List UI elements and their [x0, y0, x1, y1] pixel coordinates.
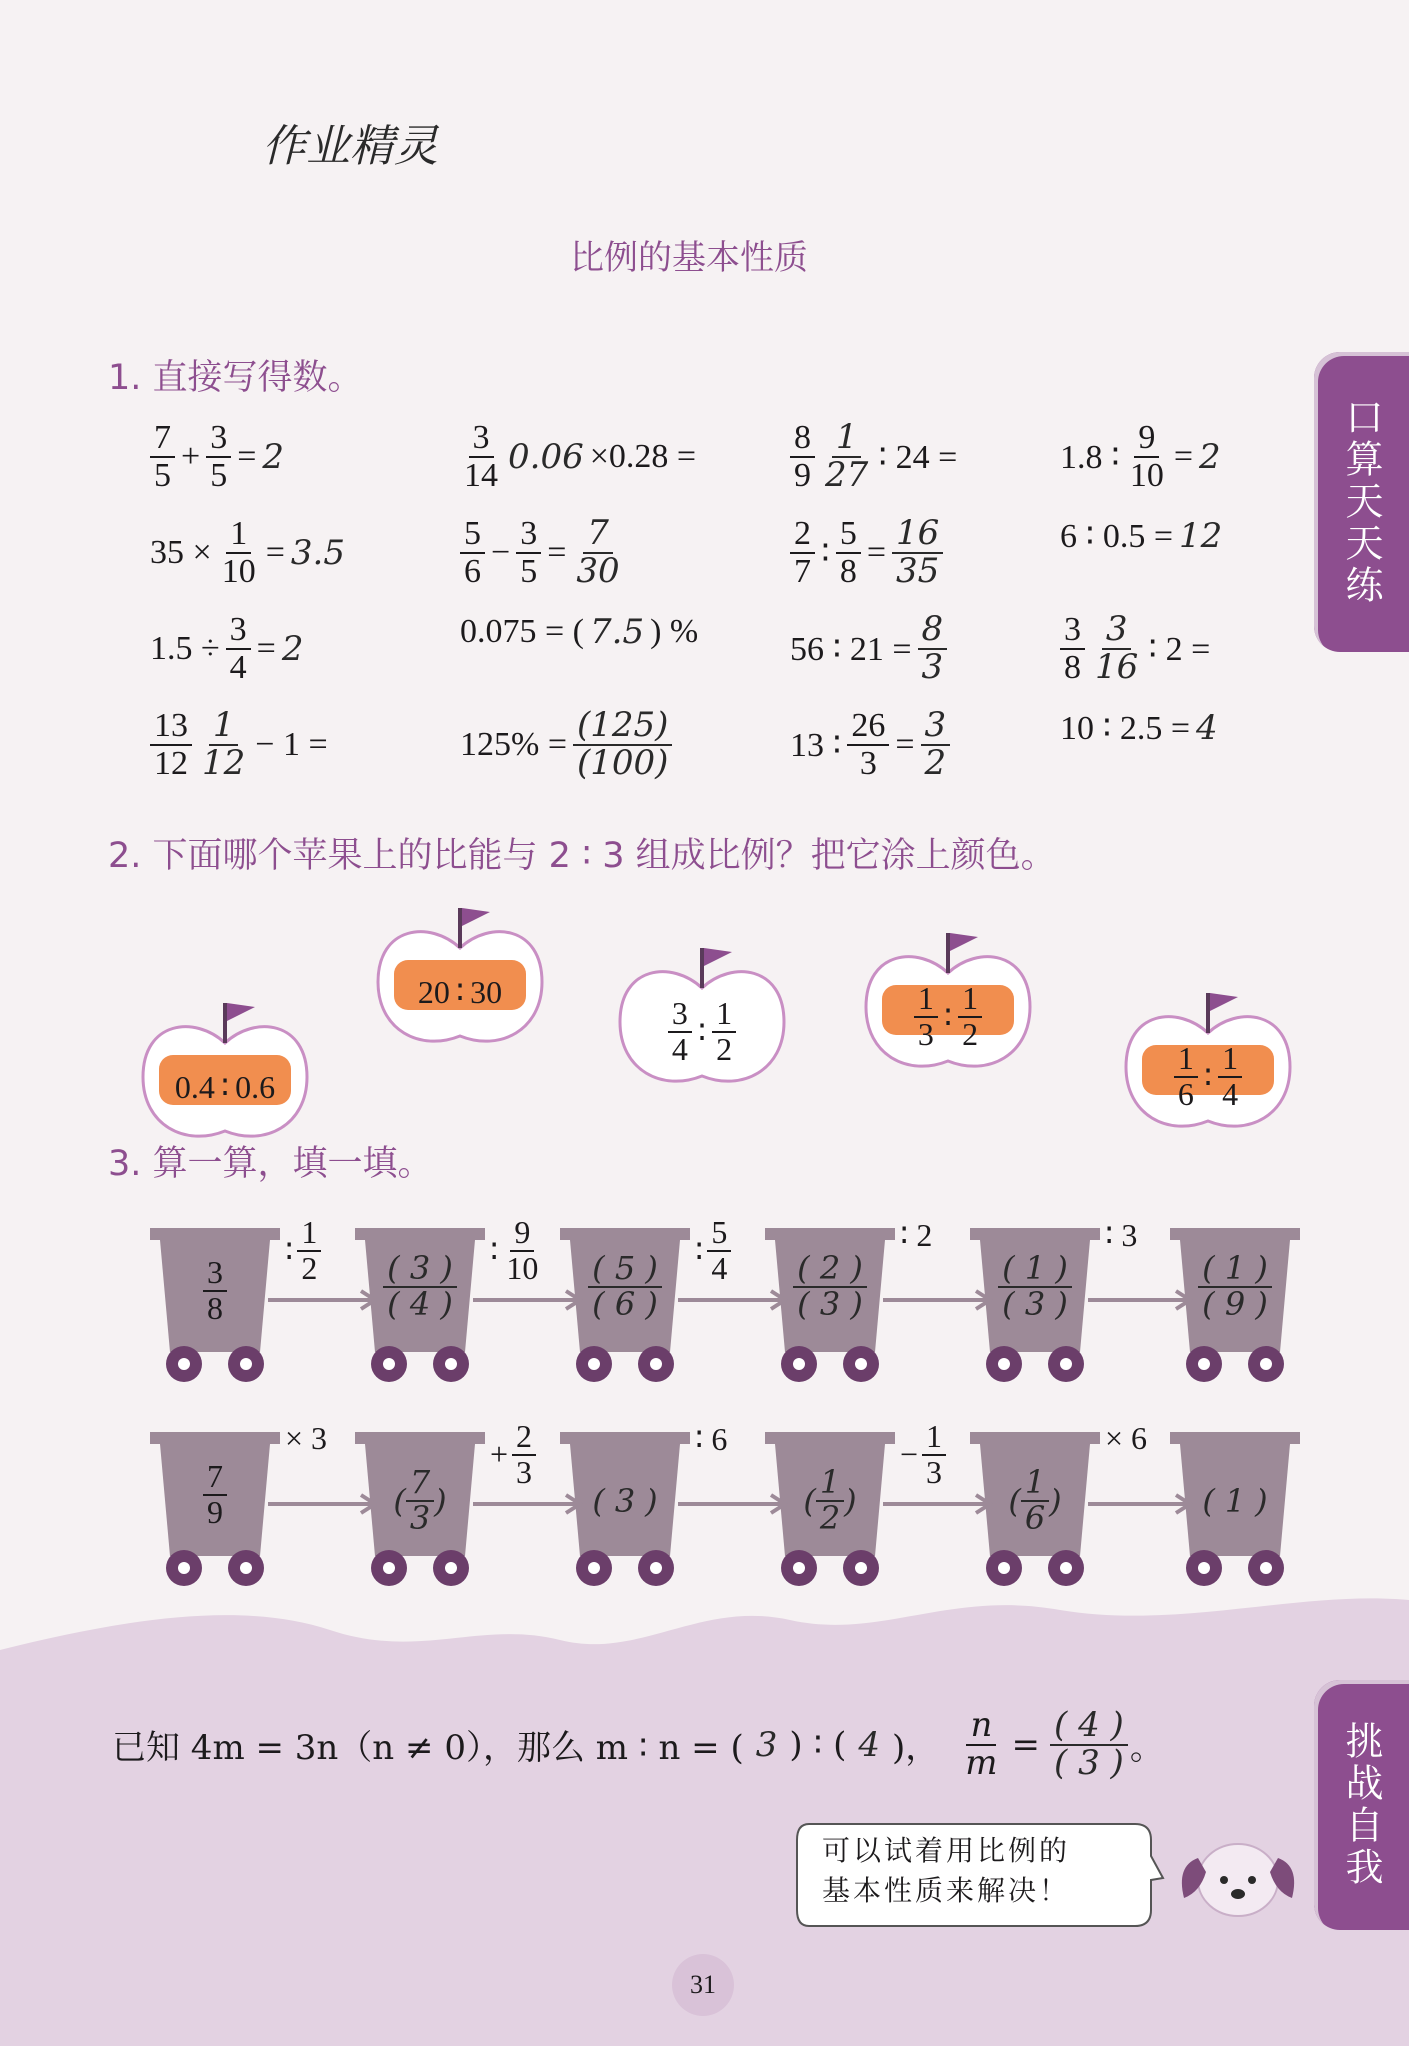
- problem-fraction-1: $\frac{7}{5}$: [150, 420, 175, 493]
- answer-fraction: $\frac{( 1 )}{( 3 )}$: [998, 1252, 1072, 1321]
- problem-13: [150, 705, 328, 783]
- section-3-heading: 3. 算一算，填一填。: [108, 1144, 433, 1184]
- challenge-text-mid: ) ∶ (: [789, 1724, 847, 1765]
- train2-op-4: [900, 1420, 946, 1489]
- op-fraction: $\frac{2}{3}$: [512, 1420, 536, 1489]
- problem-6: [460, 513, 624, 591]
- challenge-answer-1: 3: [755, 1724, 778, 1765]
- problem-lead: 10 ∶ 2.5 =: [1060, 710, 1191, 747]
- problem-11: [790, 609, 947, 687]
- problem-2: [460, 420, 696, 493]
- train1-answer-1: [360, 1249, 480, 1323]
- problem-operator: −: [491, 533, 511, 571]
- problem-lead: 125% =: [460, 725, 567, 763]
- apple-ratio-3: [612, 992, 792, 1072]
- train2-op-3: [695, 1420, 727, 1458]
- train2-answer-1: ( $\frac{7}{3}$ ): [393, 1463, 447, 1537]
- answer-fraction: $\frac{1}{6}$: [1021, 1466, 1049, 1535]
- problem-tail: ×0.28 =: [589, 437, 697, 475]
- problem-fraction-1: $\frac{26}{3}$: [847, 708, 889, 781]
- problem-lead: 1.8 ∶: [1060, 438, 1120, 476]
- problem-15: [790, 705, 950, 783]
- problem-equals: =: [895, 725, 915, 763]
- challenge-text-a: 已知 4m = 3n（n ≠ 0），那么 m ∶ n = (: [112, 1728, 744, 1769]
- op-prefix: +: [490, 1436, 509, 1473]
- problem-answer: $\frac{7}{30}$: [576, 513, 620, 591]
- problem-lead: 56 ∶ 21 =: [790, 630, 912, 668]
- ratio-left: $\frac{1}{3}$: [914, 982, 938, 1051]
- op-prefix: −: [900, 1436, 919, 1473]
- train2-op-5: [1105, 1420, 1147, 1457]
- problem-equals: =: [866, 533, 887, 571]
- problem-fraction-2: $\frac{5}{8}$: [836, 516, 861, 589]
- op-fraction: $\frac{1}{3}$: [922, 1420, 946, 1489]
- train1-answer-2: [565, 1249, 685, 1323]
- tab-daily-mental-math: 口算天天练: [1314, 352, 1409, 652]
- op-prefix: ∶: [490, 1232, 499, 1269]
- problem-tail: ∶ 24 =: [878, 438, 958, 476]
- speech-bubble-line-2: 基本性质来解决！: [822, 1876, 1071, 1907]
- ratio-sep: ∶: [943, 999, 953, 1035]
- problem-tail: − 1 =: [255, 725, 328, 763]
- challenge-eq: =: [1011, 1724, 1041, 1765]
- op-fraction: $\frac{9}{10}$: [506, 1214, 539, 1286]
- op-fraction: $\frac{1}{2}$: [297, 1216, 321, 1285]
- train2-op-1: [285, 1420, 327, 1457]
- problem-fraction-1: $\frac{2}{7}$: [790, 516, 815, 589]
- op-prefix: ∶ 3: [1105, 1217, 1138, 1253]
- problem-fraction-1: $\frac{5}{6}$: [460, 516, 485, 589]
- problem-fraction-1: $\frac{3}{8}$: [1060, 612, 1085, 685]
- ratio-sep: ∶: [1203, 1059, 1213, 1095]
- op-prefix: ∶: [695, 1232, 704, 1269]
- problem-lead: 6 ∶ 0.5 =: [1060, 518, 1174, 555]
- ratio-left: 20: [417, 973, 450, 1010]
- challenge-fraction: $\frac{n}{m}$: [965, 1705, 998, 1783]
- problem-fraction-1: $\frac{9}{10}$: [1129, 419, 1164, 494]
- section-2-heading: 2. 下面哪个苹果上的比能与 2 ∶ 3 组成比例？把它涂上颜色。: [108, 836, 1056, 876]
- speech-bubble-line-1: 可以试着用比例的: [822, 1836, 1071, 1867]
- train2-answer-3: ( $\frac{1}{2}$ ): [803, 1463, 857, 1537]
- problem-equals: =: [1173, 437, 1194, 475]
- problem-answer: $\frac{1}{27}$: [825, 417, 869, 495]
- problem-1: [150, 420, 284, 493]
- answer-fraction: $\frac{( 5 )}{( 6 )}$: [588, 1252, 662, 1321]
- answer-fraction: $\frac{7}{3}$: [406, 1466, 434, 1535]
- problem-lead: 1.5 ÷: [150, 629, 220, 667]
- problem-answer: 7.5: [590, 612, 645, 652]
- answer-value: 3: [614, 1482, 636, 1520]
- ratio-right: 30: [470, 973, 503, 1010]
- problem-answer: 3.5: [290, 532, 345, 573]
- train1-answer-3: [770, 1249, 890, 1323]
- challenge-statement: [112, 1705, 1164, 1783]
- challenge-end: 。: [1129, 1728, 1164, 1769]
- challenge-answer-2: 4: [858, 1724, 881, 1765]
- problem-9: [150, 612, 304, 685]
- problem-fraction-1: $\frac{13}{12}$: [150, 708, 192, 781]
- apple-ratio-1: [135, 1047, 315, 1127]
- page-number: 31: [690, 1970, 716, 1999]
- ratio-left: $\frac{3}{4}$: [668, 997, 692, 1066]
- problem-answer: 2: [281, 628, 304, 669]
- challenge-text-b: )，: [892, 1728, 940, 1769]
- problem-equals: =: [547, 533, 567, 571]
- op-prefix: × 6: [1105, 1420, 1148, 1456]
- problem-4: [1060, 420, 1221, 493]
- start-fraction: $\frac{3}{8}$: [203, 1256, 227, 1325]
- page-number-badge: [672, 1954, 734, 2016]
- problem-14: [460, 705, 672, 783]
- problem-answer: 2: [1199, 436, 1221, 477]
- problem-answer: $\frac{3}{2}$: [921, 708, 951, 781]
- handwritten-note: 作业精灵: [262, 121, 438, 172]
- train2-op-2: [490, 1420, 536, 1489]
- puppy-illustration: [1170, 1836, 1305, 1931]
- train2-start: [165, 1460, 265, 1529]
- problem-answer: $\frac{3}{16}$: [1095, 609, 1139, 687]
- ratio-left: $\frac{1}{6}$: [1174, 1042, 1198, 1111]
- problem-answer: 2: [262, 436, 285, 477]
- problem-3: [790, 417, 958, 495]
- problem-lead: 0.075 = (: [460, 613, 584, 650]
- train1-answer-4: [975, 1249, 1095, 1323]
- ratio-sep: ∶: [697, 1014, 707, 1050]
- problem-fraction-2: $\frac{3}{5}$: [206, 420, 231, 493]
- problem-tail: ) %: [650, 613, 699, 650]
- answer-fraction: $\frac{( 1 )}{( 9 )}$: [1198, 1252, 1272, 1321]
- train1-op-5: [1105, 1216, 1137, 1254]
- problem-equals: =: [237, 437, 257, 475]
- train2-answer-5: ( 1 ): [1202, 1482, 1268, 1520]
- problem-operator: ∶: [821, 534, 830, 572]
- problem-answer: $\frac{(125)}{(100)}$: [573, 708, 672, 781]
- problem-answer: 4: [1196, 708, 1218, 748]
- section-1-heading: 1. 直接写得数。: [108, 358, 363, 398]
- apple-ratio-2: [370, 952, 550, 1032]
- ratio-sep: ∶: [220, 1069, 230, 1105]
- ratio-sep: ∶: [455, 974, 465, 1010]
- problem-fraction-1: $\frac{8}{9}$: [790, 420, 815, 493]
- answer-fraction: $\frac{( 3 )}{( 4 )}$: [383, 1252, 457, 1321]
- problem-fraction-1: $\frac{1}{10}$: [221, 515, 256, 590]
- ratio-left: 0.4: [174, 1068, 215, 1105]
- op-prefix: ∶ 6: [695, 1421, 728, 1457]
- problem-tail: ∶ 2 =: [1148, 630, 1211, 668]
- train1-op-2: [490, 1216, 542, 1285]
- tab-challenge-yourself: 挑战自我: [1314, 1680, 1409, 1930]
- problem-fraction-2: $\frac{3}{5}$: [516, 516, 541, 589]
- ratio-right: $\frac{1}{4}$: [1218, 1042, 1242, 1111]
- train1-op-3: [695, 1216, 731, 1285]
- problem-answer: $\frac{16}{35}$: [892, 516, 943, 589]
- op-prefix: × 3: [285, 1420, 328, 1456]
- train1-start: [165, 1256, 265, 1325]
- op-prefix: ∶ 2: [900, 1217, 933, 1253]
- problem-7: [790, 513, 943, 591]
- train1-answer-5: [1175, 1249, 1295, 1323]
- challenge-answer-3: $\frac{( 4 )}{( 3 )}$: [1050, 1708, 1128, 1781]
- problem-answer: 12: [1179, 516, 1223, 556]
- problem-operator: +: [181, 437, 201, 475]
- start-fraction: $\frac{7}{9}$: [203, 1460, 227, 1529]
- problem-fraction-1: $\frac{3}{14}$: [464, 419, 498, 494]
- op-fraction: $\frac{5}{4}$: [707, 1216, 731, 1285]
- problem-12: [1060, 609, 1211, 687]
- problem-8: [1060, 516, 1222, 556]
- ratio-right: $\frac{1}{2}$: [712, 997, 736, 1066]
- ratio-right: 0.6: [235, 1068, 276, 1105]
- problem-5: [150, 516, 345, 589]
- ratio-right: $\frac{1}{2}$: [958, 982, 982, 1051]
- problem-16: [1060, 708, 1218, 748]
- train2-answer-4: ( $\frac{1}{6}$ ): [1008, 1463, 1062, 1537]
- problem-equals: =: [256, 629, 276, 667]
- problem-10: [460, 612, 698, 652]
- apple-ratio-4: [858, 977, 1038, 1057]
- page-title: 比例的基本性质: [570, 238, 808, 278]
- problem-equals: =: [265, 533, 285, 571]
- answer-fraction: $\frac{( 2 )}{( 3 )}$: [793, 1252, 867, 1321]
- speech-bubble-text: [822, 1832, 1070, 1912]
- answer-value: 1: [1224, 1482, 1246, 1520]
- apple-ratio-5: [1118, 1037, 1298, 1117]
- problem-answer: $\frac{8}{3}$: [918, 612, 948, 685]
- problem-lead: 13 ∶: [790, 726, 842, 764]
- answer-fraction: $\frac{1}{2}$: [816, 1466, 844, 1535]
- problem-answer: 0.06: [508, 436, 584, 477]
- problem-fraction-1: $\frac{3}{4}$: [226, 612, 251, 685]
- train2-answer-2: ( 3 ): [592, 1482, 658, 1520]
- problem-lead: 35 ×: [150, 533, 212, 571]
- train1-op-1: [285, 1216, 321, 1285]
- op-prefix: ∶: [285, 1232, 294, 1269]
- problem-answer: $\frac{1}{12}$: [202, 705, 246, 783]
- train1-op-4: [900, 1216, 932, 1254]
